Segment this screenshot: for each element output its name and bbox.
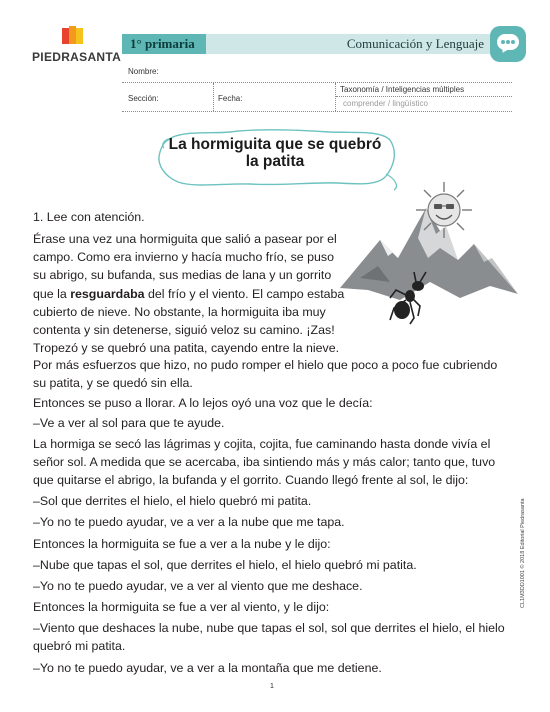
paragraph-5: [33, 435, 513, 490]
section-line[interactable]: [122, 111, 512, 112]
text-line: Por más esfuerzos que hizo, no pudo romper el hielo que poco a poco fue cubriendo: [33, 358, 498, 372]
text-line: –Viento que deshaces la nube, nube que tapas el sol, sol que derrites el hielo, el hielo: [33, 621, 505, 635]
divider: [336, 96, 512, 97]
subject-label: Comunicación y Lenguaje: [206, 34, 492, 54]
brand-logo: [32, 26, 126, 66]
text-fragment: que la: [33, 286, 71, 301]
page-number: 1: [270, 683, 274, 690]
text-line: señor sol. A medida que se acercaba, iba sintiendo más y más calor; tanto que, tuvo: [33, 455, 496, 470]
text-line: Tropezó y se quebró una patita, cayendo entre la nieve.: [33, 341, 340, 356]
paragraph-7: –Yo no te puedo ayudar, ve a ver a la nube que me tapa.: [33, 515, 345, 529]
title-line-1: La hormiguita que se quebró: [168, 136, 382, 153]
paragraph-10: –Yo no te puedo ayudar, ve a ver al viento que me deshace.: [33, 579, 363, 593]
paragraph-2: [33, 356, 513, 392]
text-line: Érase una vez una hormiguita que salió a pasear por el: [33, 232, 337, 246]
text-line: campo. Como era invierno y hacía mucho frío, se puso: [33, 250, 334, 265]
date-label: Fecha:: [218, 94, 243, 103]
text-fragment: del frío y el viento. El campo estaba: [144, 286, 345, 301]
paragraph-11: Entonces la hormiguita se fue a ver al viento, y le dijo:: [33, 600, 330, 614]
book-logo-icon: [62, 26, 84, 46]
chat-bubble-icon: [490, 26, 526, 62]
grade-label: 1° primaria: [122, 34, 206, 54]
taxonomy-value: comprender / lingüístico: [343, 99, 428, 108]
paragraph-1: [33, 230, 378, 357]
section-label: Sección:: [128, 94, 159, 103]
paragraph-12: [33, 619, 513, 655]
text-line: su abrigo, su bufanda, sus medias de lana y un gorrito: [33, 268, 332, 283]
text-line: quebró mi patita.: [33, 639, 126, 654]
text-line: que quitarse el abrigo, la bufanda y el gorrito. Cuando llegó frente al sol, le dijo:: [33, 473, 469, 488]
text-line: cubierto de nieve. No obstante, la hormiguita iba muy: [33, 304, 326, 319]
title-line-2: la patita: [245, 153, 305, 170]
brand-name: PIEDRASANTA: [32, 50, 122, 64]
paragraph-9: –Nube que tapas el sol, que derrites el hielo, el hielo quebró mi patita.: [33, 558, 417, 572]
paragraph-8: Entonces la hormiguita se fue a ver a la nube y le dijo:: [33, 537, 331, 551]
text-line: contenta y sin detenerse, siguió veloz su camino. ¡Zas!: [33, 323, 335, 338]
story-title: [150, 136, 400, 170]
divider: [335, 83, 336, 111]
taxonomy-label: Taxonomía / Inteligencias múltiples: [340, 85, 465, 94]
highlight-word: resguardaba: [70, 286, 145, 301]
paragraph-13: –Yo no te puedo ayudar, ve a ver a la montaña que me detiene.: [33, 661, 382, 675]
divider: [213, 83, 214, 111]
text-line: La hormiga se secó las lágrimas y cojita, cojita, fue caminando hasta donde vivía el: [33, 437, 491, 451]
instruction: 1. Lee con atención.: [33, 210, 145, 224]
sun-icon: [416, 182, 472, 238]
text-line: su patita, y se quedó sin ella.: [33, 376, 193, 391]
paragraph-4: –Ve a ver al sol para que te ayude.: [33, 416, 225, 430]
paragraph-3: Entonces se puso a llorar. A lo lejos oyó una voz que le decía:: [33, 396, 373, 410]
copyright-note: CL1M3DD1001 © 2018 Editorial Piedrasanta: [520, 498, 526, 608]
name-label: Nombre:: [128, 67, 159, 76]
text-line: [33, 285, 378, 303]
paragraph-6: –Sol que derrites el hielo, el hielo quebró mi patita.: [33, 494, 312, 508]
name-line[interactable]: [122, 82, 512, 83]
